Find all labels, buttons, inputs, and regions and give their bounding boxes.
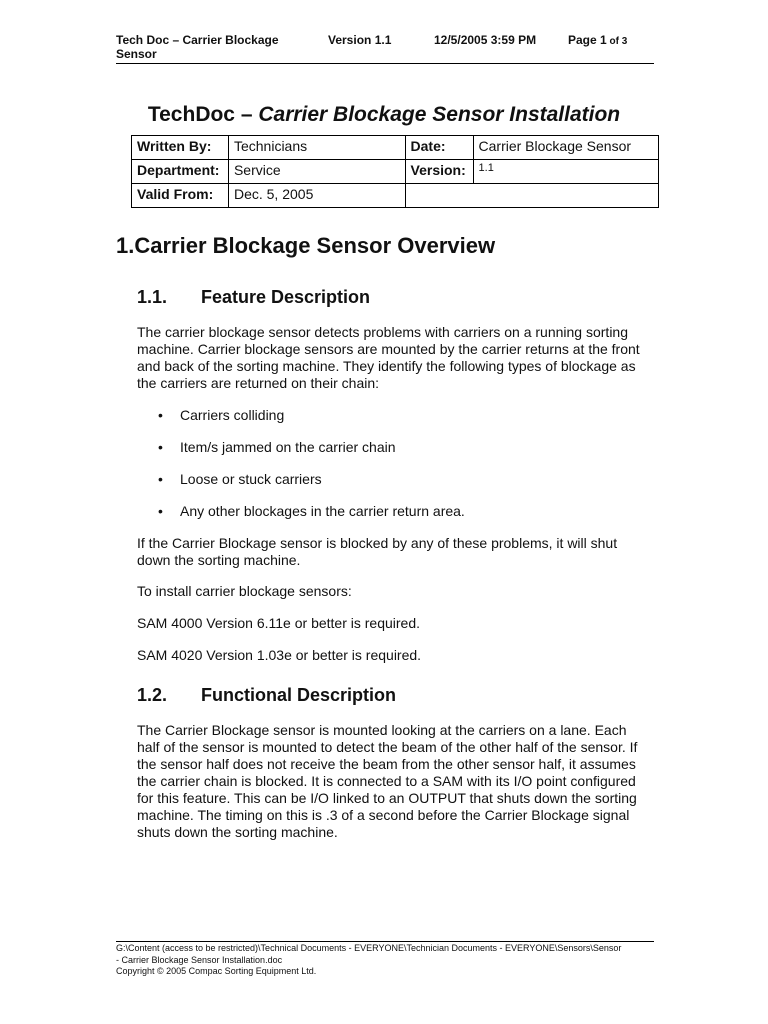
text-line: down the sorting machine. <box>137 552 301 568</box>
table-row <box>132 160 659 184</box>
date-label: Date: <box>405 136 473 160</box>
header-title: Tech Doc – Carrier Blockage Sensor <box>116 33 279 61</box>
section-heading: 1.Carrier Blockage Sensor Overview <box>116 233 496 258</box>
bullet-icon: • <box>158 439 163 455</box>
subsection-title: Feature Description <box>201 287 371 307</box>
list-item <box>158 407 284 424</box>
list-item <box>158 503 465 520</box>
text-line: If the Carrier Blockage sensor is blocked by any of these problems, it will shut <box>137 535 618 551</box>
requirement-sam4020: SAM 4020 Version 1.03e or better is required. <box>137 647 422 663</box>
table-row <box>132 184 659 208</box>
page-footer <box>116 943 656 978</box>
written-by-label: Written By: <box>132 136 229 160</box>
text-line: the carrier chain is blocked. It is connected to a SAM with its I/O point configured <box>137 773 636 789</box>
footer-path-line: - Carrier Blockage Sensor Installation.doc <box>116 954 283 965</box>
list-item-text: Item/s jammed on the carrier chain <box>180 439 396 455</box>
written-by-value: Technicians <box>228 136 405 160</box>
page-header <box>116 33 654 63</box>
text-line: and back of the sorting machine. They identify the following types of blockage as <box>137 358 636 374</box>
header-version: Version 1.1 <box>328 33 392 47</box>
footer-path-line: G:\Content (access to be restricted)\Technical Documents - EVERYONE\Technician Documents - EVERYONE\Sensors\Sensor <box>116 943 622 953</box>
list-item <box>158 471 322 488</box>
department-value: Service <box>228 160 405 184</box>
date-value: Carrier Blockage Sensor <box>473 136 658 160</box>
list-item-text: Loose or stuck carriers <box>180 471 322 487</box>
subsection-heading-feature <box>137 287 370 308</box>
subsection-number: 1.1. <box>137 287 168 307</box>
text-line: half of the sensor is mounted to detect the beam of the other half of the sensor. If <box>137 739 638 755</box>
blocked-paragraph <box>137 535 657 569</box>
footer-copyright: Copyright © 2005 Compac Sorting Equipment Ltd. <box>116 966 317 976</box>
valid-from-label: Valid From: <box>132 184 229 208</box>
document-title-prefix: TechDoc – <box>147 103 259 126</box>
text-line: machine. The timing on this is .3 of a second before the Carrier Blockage signal <box>137 807 630 823</box>
header-page-total: of 3 <box>606 36 628 47</box>
install-paragraph: To install carrier blockage sensors: <box>137 583 352 599</box>
version-label: Version: <box>405 160 473 184</box>
text-line: the sensor half does not receive the beam from the other sensor half, it assumes <box>137 756 636 772</box>
text-line: machine. Carrier blockage sensors are mounted by the carrier returns at the front <box>137 341 640 357</box>
text-line: for this feature. This can be I/O linked to an OUTPUT that shuts down the sorting <box>137 790 637 806</box>
header-page-current: Page 1 <box>568 33 607 47</box>
text-line: shuts down the sorting machine. <box>137 824 338 840</box>
valid-from-value: Dec. 5, 2005 <box>228 184 405 208</box>
footer-divider <box>116 941 654 942</box>
table-row <box>132 136 659 160</box>
feature-intro-paragraph <box>137 324 657 392</box>
text-line: The carrier blockage sensor detects problems with carriers on a running sorting <box>137 324 629 340</box>
text-line: the carriers are returned on their chain: <box>137 375 380 391</box>
list-item <box>158 439 396 456</box>
bullet-icon: • <box>158 471 163 487</box>
document-info-table <box>131 135 659 208</box>
subsection-heading-functional <box>137 685 396 706</box>
version-value: 1.1 <box>473 160 658 184</box>
document-title <box>0 103 768 127</box>
bullet-icon: • <box>158 503 163 519</box>
text-line: The Carrier Blockage sensor is mounted looking at the carriers on a lane. Each <box>137 722 627 738</box>
list-item-text: Any other blockages in the carrier return area. <box>180 503 465 519</box>
document-title-italic: Carrier Blockage Sensor Installation <box>258 103 621 126</box>
list-item-text: Carriers colliding <box>180 407 285 423</box>
header-datetime: 12/5/2005 3:59 PM <box>434 33 537 47</box>
department-label: Department: <box>132 160 229 184</box>
empty-cell <box>405 184 658 208</box>
header-page-number <box>568 33 627 49</box>
header-divider <box>116 63 654 64</box>
functional-paragraph <box>137 722 657 841</box>
requirement-sam4000: SAM 4000 Version 6.11e or better is required. <box>137 615 421 631</box>
bullet-icon: • <box>158 407 163 423</box>
subsection-title: Functional Description <box>201 685 397 705</box>
subsection-number: 1.2. <box>137 685 168 705</box>
